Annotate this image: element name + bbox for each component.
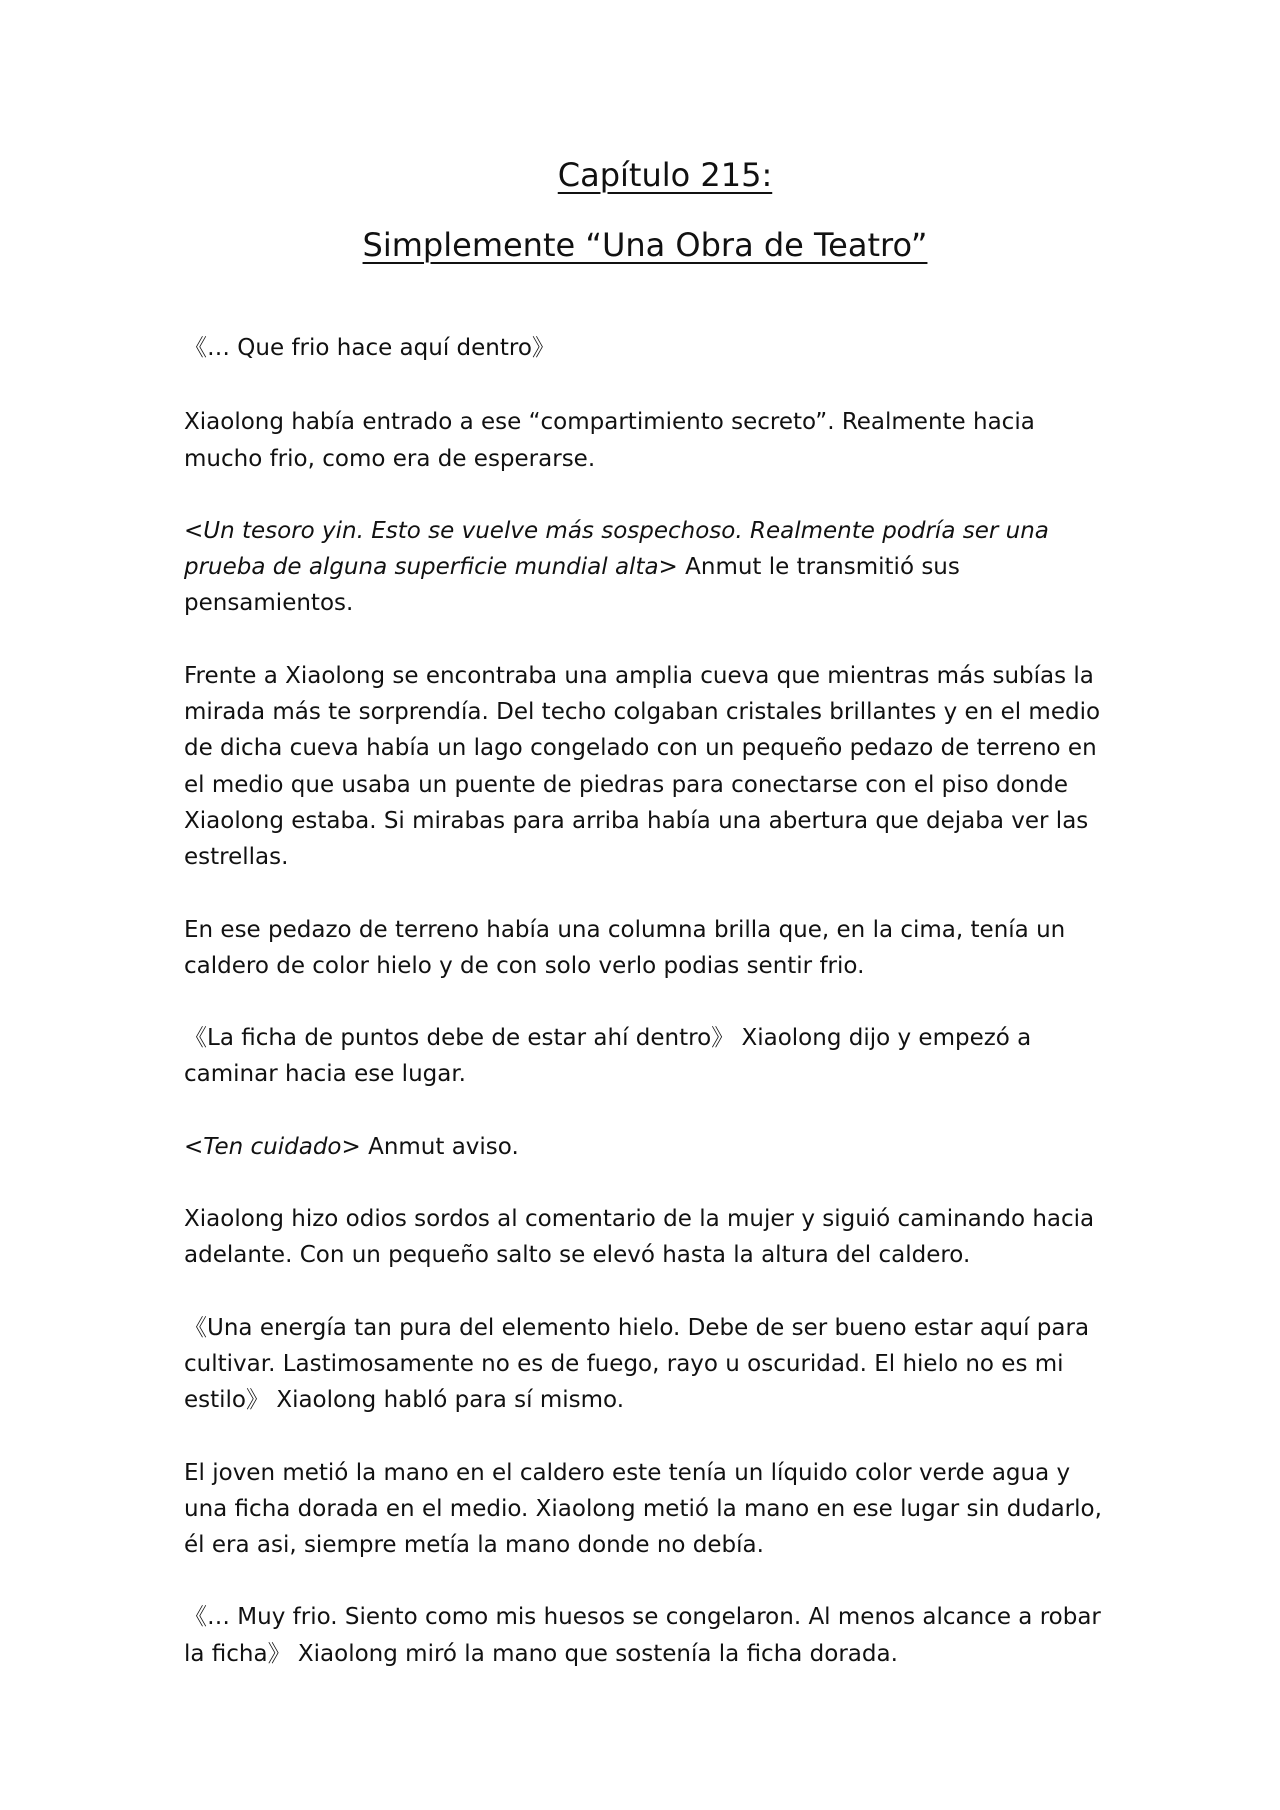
paragraph-text: Xiaolong había entrado a ese “compartimiento secreto”. Realmente hacia mucho frio, como era de esperarse. — [184, 409, 1035, 472]
chapter-subtitle: Simplemente “Una Obra de Teatro” — [362, 226, 928, 264]
chapter-title: Capítulo 215: — [557, 156, 773, 194]
paragraph — [184, 404, 1104, 477]
paragraph-text: Anmut le transmitió sus pensamientos. — [184, 554, 960, 617]
telepathic-speech: <Ten cuidado> — [184, 1133, 361, 1160]
paragraph — [184, 330, 1104, 366]
paragraph-text: 《… Muy frio. Siento como mis huesos se congelaron. Al menos alcance a robar la ficha》 Xiaolong miró la mano que sostenía la ficha dorada. — [184, 1604, 1101, 1667]
paragraph — [184, 1201, 1104, 1274]
paragraph — [184, 1455, 1104, 1564]
paragraph — [184, 912, 1104, 985]
paragraph — [184, 658, 1104, 876]
paragraph-text: En ese pedazo de terreno había una columna brilla que, en la cima, tenía un caldero de color hielo y de con solo verlo podias sentir frio. — [184, 916, 1066, 979]
paragraph-text: 《La ficha de puntos debe de estar ahí dentro》 Xiaolong dijo y empezó a caminar hacia ese lugar. — [184, 1025, 1032, 1088]
telepathic-speech: <Un tesoro yin. Esto se vuelve más sospechoso. Realmente podría ser una prueba de alguna superficie mundial alta> — [184, 517, 1049, 581]
paragraph — [184, 1599, 1104, 1672]
paragraph-text: Xiaolong hizo odios sordos al comentario de la mujer y siguió caminando hacia adelante. Con un pequeño salto se elevó hasta la altura del caldero. — [184, 1206, 1095, 1269]
paragraph-text: Frente a Xiaolong se encontraba una amplia cueva que mientras más subías la mirada más te sorprendía. Del techo colgaban cristales brillantes y en el medio de dicha cueva había un lago congelado con un pequeño pedazo de terreno en el medio que usaba un puente de piedras para conectarse con el piso donde Xiaolong estaba. Si mirabas para arriba había una abertura que dejaba ver las estrellas. — [184, 662, 1101, 871]
paragraph — [184, 1129, 1104, 1165]
paragraph — [184, 1310, 1104, 1419]
paragraph-text: El joven metió la mano en el caldero este tenía un líquido color verde agua y una ficha dorada en el medio. Xiaolong metió la mano en ese lugar sin dudarlo, él era asi, siempre metía la mano donde no debía. — [184, 1459, 1102, 1559]
paragraph — [184, 1020, 1104, 1093]
paragraph-text: Anmut aviso. — [360, 1133, 519, 1160]
chapter-header — [0, 155, 1280, 265]
chapter-body — [184, 330, 1104, 1708]
paragraph — [184, 513, 1104, 622]
paragraph-text: 《Una energía tan pura del elemento hielo. Debe de ser bueno estar aquí para cultivar. Lastimosamente no es de fuego, rayo u oscuridad. El hielo no es mi estilo》 Xiaolong habló para sí mismo. — [184, 1314, 1090, 1414]
paragraph-text: 《… Que frio hace aquí dentro》 — [184, 335, 555, 361]
